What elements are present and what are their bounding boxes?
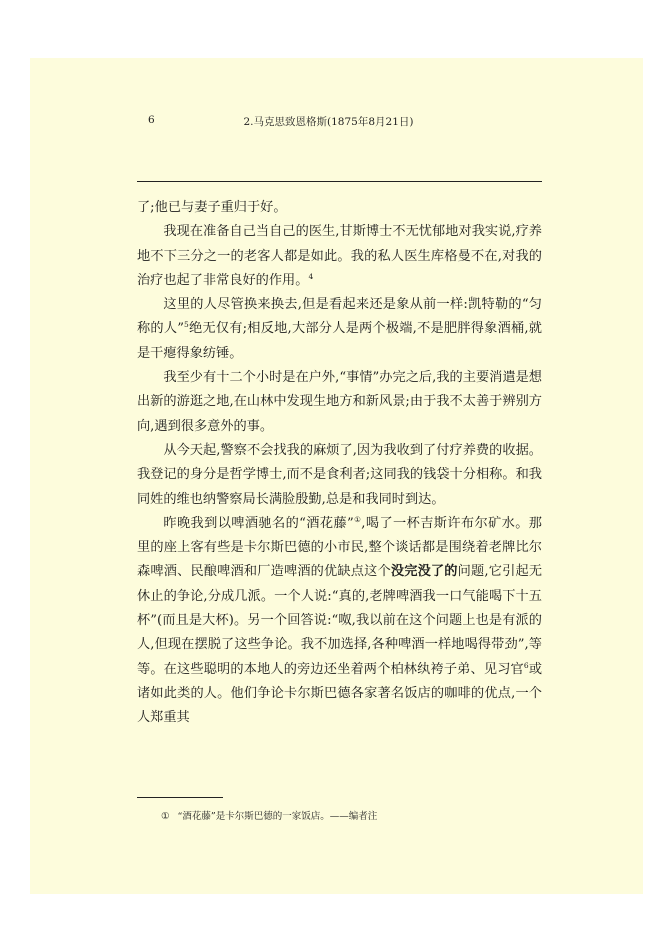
note-ref-6: 6 [523, 660, 529, 670]
footnote-text: “酒花藤”是卡尔斯巴德的一家饭店。——编者注 [177, 811, 378, 822]
footnote-mark: ① [161, 811, 170, 822]
emphasis-text: 没完没了的 [390, 564, 458, 580]
running-header [115, 108, 542, 130]
paragraph-2: 这里的人尽管换来换去,但是看起来还是象从前一样:凯特勒的“匀称的人”$^5$绝无仅有;相反地,大部分人是两个极端,不是肥胖得象酒桶,就是干瘪得象纺锤。 [137, 297, 542, 361]
footnote [161, 808, 541, 822]
paragraph-5: 昨晚我到以啤酒驰名的“酒花藤”①,喝了一杯吉斯许布尔矿水。那里的座上客有些是卡尔斯巴德的小市民,整个谈话都是围绕着老牌比尔森啤酒、民酿啤酒和厂造啤酒的优缺点这个没完没了的问题,它引起无休止的争论,分成几派。一个人说:“真的,老牌啤酒我一口气能喝下十五杯”(而且是大杯)。另一个回答说:“呶,我以前在这个问题上也是有派的人,但现在摆脱了这些争论。我不加选择,各种啤酒一样地喝得带劲”,等等。在这些聪明的本地人的旁边还坐着两个柏林纨袴子弟、见习官$^6$或诸如此类的人。他们争论卡尔斯巴德各家著名饭店的咖啡的优点,一个人郑重其 [137, 514, 543, 726]
paragraph-3: 我至少有十二个小时是在户外,“事情”办完之后,我的主要消遣是想出新的游逛之地,在山林中发现生地方和新风景;由于我不太善于辨别方向,遇到很多意外的事。 [137, 370, 542, 434]
running-title: 2.马克思致恩格斯(1875年8月21日) [243, 116, 414, 128]
note-ref-4: 4 [308, 271, 314, 281]
paragraph-1: 我现在准备自己当自己的医生,甘斯博士不无忧郁地对我实说,疗养地不下三分之一的老客人都是如此。我的私人医生库格曼不在,对我的治疗也起了非常良好的作用。$^4$ [137, 224, 542, 288]
footnote-rule [137, 797, 223, 798]
paragraph-4: 从今天起,警察不会找我的麻烦了,因为我收到了付疗养费的收据。我登记的身分是哲学博士,而不是食利者;这同我的钱袋十分相称。和我同姓的维也纳警察局长满脸殷勤,总是和我同时到达。 [137, 442, 542, 507]
note-ref-5: 5 [183, 320, 189, 330]
page-number: 6 [148, 114, 155, 126]
footnote-ref-1: ① [353, 514, 362, 524]
paragraph-0: 了;他已与妻子重归于好。 [137, 200, 287, 215]
body-text [137, 196, 542, 731]
header-rule [137, 181, 542, 182]
